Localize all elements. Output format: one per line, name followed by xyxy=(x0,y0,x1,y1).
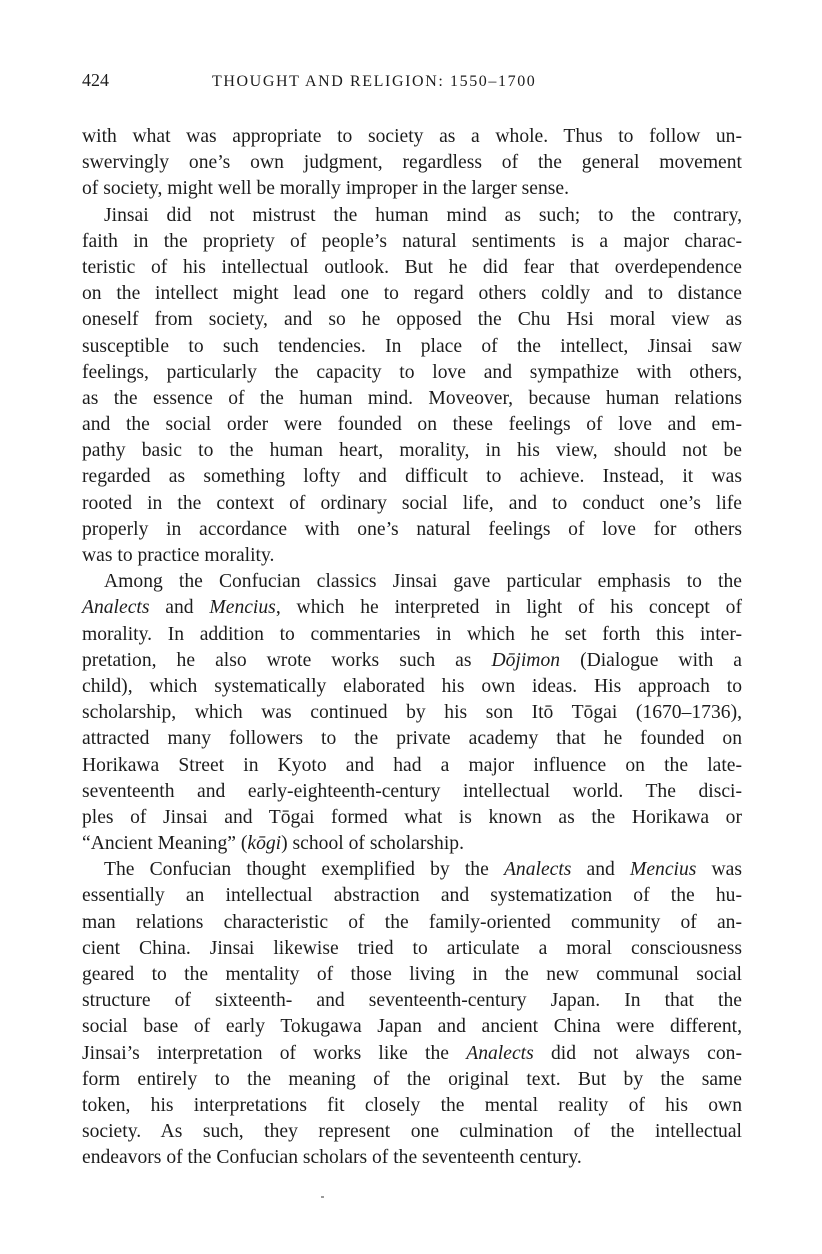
running-head xyxy=(82,70,742,100)
paragraph-2 xyxy=(82,203,742,570)
text-line: scholarship, which was continued by his son Itō Tōgai (1670–1736), xyxy=(82,702,742,724)
body-text xyxy=(82,124,742,1172)
text-line: Horikawa Street in Kyoto and had a major influence on the late- xyxy=(82,754,742,776)
text-line: The Confucian thought exemplified by the Analects and Mencius was xyxy=(104,859,743,881)
text-line: swervingly one’s own judgment, regardless of the general movement xyxy=(82,152,742,174)
text-line: attracted many followers to the private academy that he founded on xyxy=(82,728,742,750)
text-line: man relations characteristic of the family-oriented community of an- xyxy=(82,911,742,933)
text-line: seventeenth and early-eighteenth-century intellectual world. The disci- xyxy=(82,780,742,802)
text-line: susceptible to such tendencies. In place of the intellect, Jinsai saw xyxy=(82,335,742,357)
text-line: on the intellect might lead one to regard others coldly and to distance xyxy=(82,283,742,305)
text-line: social base of early Tokugawa Japan and ancient China were different, xyxy=(82,1016,742,1038)
running-title: THOUGHT AND RELIGION: 1550–1700 xyxy=(212,73,537,90)
text-line: feelings, particularly the capacity to love and sympathize with others, xyxy=(82,361,742,383)
text-line: with what was appropriate to society as a whole. Thus to follow un- xyxy=(82,126,742,147)
paragraph-1 xyxy=(82,124,742,203)
text-line: properly in accordance with one’s natural feelings of love for others xyxy=(82,518,742,540)
text-line: endeavors of the Confucian scholars of the seventeenth century. xyxy=(82,1147,582,1169)
text-line: faith in the propriety of people’s natural sentiments is a major charac- xyxy=(82,230,742,252)
text-line: cient China. Jinsai likewise tried to articulate a moral consciousness xyxy=(82,937,742,959)
text-line: “Ancient Meaning” (kōgi) school of scholarship. xyxy=(82,833,464,855)
print-speck xyxy=(321,1196,324,1198)
text-line: geared to the mentality of those living in the new communal social xyxy=(82,964,742,985)
page-number: 424 xyxy=(82,70,109,90)
text-line: Analects and Mencius, which he interpreted in light of his concept of xyxy=(82,597,742,619)
text-line: token, his interpretations fit closely the mental reality of his own xyxy=(82,1094,742,1116)
paragraph-3 xyxy=(82,569,742,857)
text-line: essentially an intellectual abstraction and systematization of the hu- xyxy=(82,885,742,907)
text-line: of society, might well be morally improper in the larger sense. xyxy=(82,178,569,200)
text-line: form entirely to the meaning of the original text. But by the same xyxy=(82,1068,742,1090)
text-line: ples of Jinsai and Tōgai formed what is known as the Horikawa or xyxy=(82,806,742,828)
text-line: society. As such, they represent one culmination of the intellectual xyxy=(82,1121,742,1143)
book-page xyxy=(82,70,742,1172)
text-line: teristic of his intellectual outlook. But he did fear that overdependence xyxy=(82,256,742,278)
text-line: structure of sixteenth- and seventeenth-century Japan. In that the xyxy=(82,990,742,1012)
paragraph-4 xyxy=(82,857,742,1171)
text-line: as the essence of the human mind. Moveover, because human relations xyxy=(82,387,742,409)
text-line: pretation, he also wrote works such as Dōjimon (Dialogue with a xyxy=(82,649,742,671)
text-line: Jinsai did not mistrust the human mind as such; to the contrary, xyxy=(104,204,742,226)
text-line: Jinsai’s interpretation of works like the Analects did not always con- xyxy=(82,1042,742,1064)
text-line: Among the Confucian classics Jinsai gave particular emphasis to the xyxy=(104,571,742,593)
text-line: and the social order were founded on these feelings of love and em- xyxy=(82,414,742,436)
text-line: rooted in the context of ordinary social life, and to conduct one’s life xyxy=(82,492,742,514)
text-line: oneself from society, and so he opposed the Chu Hsi moral view as xyxy=(82,309,742,331)
text-line: regarded as something lofty and difficult to achieve. Instead, it was xyxy=(82,466,742,488)
text-line: morality. In addition to commentaries in which he set forth this inter- xyxy=(82,623,742,645)
text-line: was to practice morality. xyxy=(82,545,275,566)
text-line: pathy basic to the human heart, morality, in his view, should not be xyxy=(82,440,742,462)
text-line: child), which systematically elaborated his own ideas. His approach to xyxy=(82,675,742,697)
